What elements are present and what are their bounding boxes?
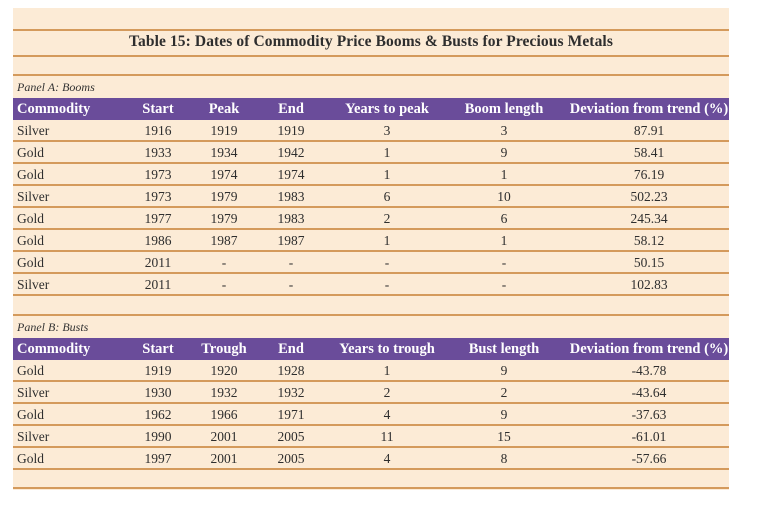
header-start: Start [142, 341, 174, 357]
cell-peak-trough: 1920 [210, 363, 238, 378]
cell-deviation: -37.63 [631, 407, 667, 422]
table-row [13, 208, 729, 230]
cell-start: 1997 [144, 451, 172, 466]
cell-commodity: Gold [17, 363, 44, 378]
cell-end: 1987 [277, 233, 305, 248]
row-divider [13, 294, 729, 296]
cell-deviation: -43.64 [631, 385, 667, 400]
cell-peak-trough: 1932 [210, 385, 238, 400]
cell-deviation: 87.91 [633, 123, 665, 138]
cell-commodity: Silver [17, 123, 50, 138]
cell-years-to: 6 [383, 189, 391, 204]
cell-length: 1 [500, 167, 508, 182]
cell-end: 1928 [277, 363, 305, 378]
header-end: End [278, 341, 304, 357]
table-row [13, 252, 729, 274]
cell-years-to: - [384, 255, 390, 270]
cell-start: 1933 [144, 145, 172, 160]
cell-commodity: Gold [17, 145, 44, 160]
cell-commodity: Silver [17, 429, 50, 444]
header-deviation: Deviation from trend (%) [569, 101, 729, 117]
cell-end: 2005 [277, 451, 305, 466]
panel-a-label: Panel A: Booms [17, 80, 95, 94]
cell-end: 1932 [277, 385, 305, 400]
cell-deviation: 245.34 [630, 211, 668, 226]
header-deviation: Deviation from trend (%) [569, 341, 729, 357]
cell-years-to: 1 [383, 167, 391, 182]
table-row [13, 426, 729, 448]
cell-deviation: -43.78 [631, 363, 667, 378]
cell-start: 1990 [144, 429, 172, 444]
cell-end: 2005 [277, 429, 305, 444]
row-divider [13, 468, 729, 470]
header-end: End [278, 101, 304, 117]
cell-years-to: 1 [383, 145, 391, 160]
cell-deviation: 50.15 [633, 255, 665, 270]
cell-length: 3 [500, 123, 508, 138]
cell-deviation: -61.01 [631, 429, 667, 444]
cell-commodity: Gold [17, 255, 44, 270]
cell-years-to: 4 [383, 407, 391, 422]
cell-length: 9 [500, 145, 508, 160]
panel-b-top-rule [13, 314, 729, 316]
cell-length: 9 [500, 363, 508, 378]
cell-peak-trough: 2001 [210, 429, 238, 444]
cell-end: 1974 [277, 167, 305, 182]
table-row [13, 448, 729, 470]
cell-commodity: Silver [17, 189, 50, 204]
cell-start: 2011 [144, 255, 172, 270]
panel-b-label: Panel B: Busts [17, 320, 89, 334]
cell-deviation: -57.66 [631, 451, 667, 466]
cell-start: 1916 [144, 123, 172, 138]
cell-length: 2 [500, 385, 508, 400]
cell-years-to: 2 [383, 385, 391, 400]
cell-deviation: 58.41 [633, 145, 665, 160]
header-commodity: Commodity [17, 101, 91, 117]
cell-start: 1973 [144, 189, 172, 204]
cell-length: 8 [500, 451, 508, 466]
table-row [13, 274, 729, 296]
cell-end: - [288, 255, 294, 270]
table-sheet [13, 8, 729, 490]
cell-end: 1983 [277, 211, 305, 226]
table-bottom-rule [13, 487, 729, 489]
cell-length: - [501, 277, 507, 292]
cell-commodity: Gold [17, 167, 44, 182]
cell-start: 1973 [144, 167, 172, 182]
table-row [13, 120, 729, 142]
cell-length: 15 [497, 429, 511, 444]
table-row [13, 142, 729, 164]
header-length: Bust length [468, 341, 540, 357]
cell-start: 1986 [144, 233, 172, 248]
header-years-to: Years to peak [345, 101, 429, 117]
cell-years-to: 1 [383, 233, 391, 248]
header-years-to: Years to trough [339, 341, 435, 357]
title-bottom-rule [13, 55, 729, 57]
cell-length: - [501, 255, 507, 270]
cell-peak-trough: - [221, 277, 227, 292]
cell-end: 1919 [277, 123, 305, 138]
header-peak-trough: Trough [201, 341, 247, 357]
cell-commodity: Silver [17, 385, 50, 400]
cell-start: 1977 [144, 211, 172, 226]
cell-end: 1942 [277, 145, 305, 160]
cell-years-to: 11 [380, 429, 394, 444]
table-row [13, 230, 729, 252]
cell-end: 1971 [277, 407, 305, 422]
cell-years-to: 1 [383, 363, 391, 378]
table-row [13, 186, 729, 208]
cell-end: - [288, 277, 294, 292]
cell-commodity: Gold [17, 211, 44, 226]
cell-deviation: 76.19 [633, 167, 665, 182]
cell-commodity: Gold [17, 233, 44, 248]
panel-b-header-row [13, 338, 729, 360]
cell-peak-trough: 1987 [210, 233, 238, 248]
cell-start: 1962 [144, 407, 172, 422]
table-row [13, 164, 729, 186]
cell-length: 10 [497, 189, 511, 204]
cell-length: 1 [500, 233, 508, 248]
cell-peak-trough: 1974 [210, 167, 238, 182]
table-row [13, 360, 729, 382]
cell-start: 1930 [144, 385, 172, 400]
cell-years-to: 2 [383, 211, 391, 226]
cell-deviation: 58.12 [633, 233, 665, 248]
cell-commodity: Silver [17, 277, 50, 292]
cell-commodity: Gold [17, 407, 44, 422]
panel-a-top-rule [13, 74, 729, 76]
cell-peak-trough: 1979 [210, 189, 238, 204]
cell-peak-trough: 1979 [210, 211, 238, 226]
cell-years-to: 3 [383, 123, 391, 138]
cell-length: 6 [500, 211, 508, 226]
cell-years-to: - [384, 277, 390, 292]
cell-deviation: 102.83 [630, 277, 668, 292]
cell-start: 1919 [144, 363, 172, 378]
header-length: Boom length [464, 101, 544, 117]
cell-peak-trough: 2001 [210, 451, 238, 466]
table-row [13, 382, 729, 404]
cell-years-to: 4 [383, 451, 391, 466]
header-peak-trough: Peak [208, 101, 240, 117]
cell-deviation: 502.23 [630, 189, 668, 204]
table-row [13, 404, 729, 426]
cell-peak-trough: 1966 [210, 407, 238, 422]
table-title: Table 15: Dates of Commodity Price Booms & Busts for Precious Metals [129, 33, 613, 50]
cell-end: 1983 [277, 189, 305, 204]
header-start: Start [142, 101, 174, 117]
cell-peak-trough: 1934 [210, 145, 238, 160]
cell-commodity: Gold [17, 451, 44, 466]
cell-length: 9 [500, 407, 508, 422]
header-commodity: Commodity [17, 341, 91, 357]
cell-peak-trough: 1919 [210, 123, 238, 138]
panel-a-header-row [13, 98, 729, 120]
cell-peak-trough: - [221, 255, 227, 270]
cell-start: 2011 [144, 277, 172, 292]
